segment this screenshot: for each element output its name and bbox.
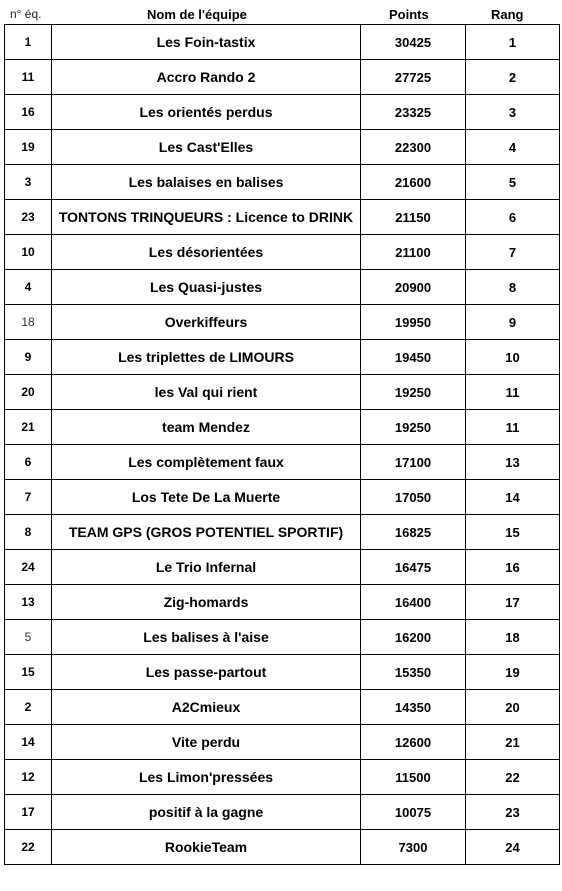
team-name-cell <box>52 795 361 830</box>
points-cell: 19950 <box>361 305 466 340</box>
team-name-cell <box>52 200 361 235</box>
rank-cell: 19 <box>466 655 560 690</box>
points-cell: 16400 <box>361 585 466 620</box>
team-name: Overkiffeurs <box>164 314 248 330</box>
table-row <box>5 340 560 375</box>
team-name-cell <box>52 655 361 690</box>
table-row <box>5 375 560 410</box>
rank-cell: 20 <box>466 690 560 725</box>
team-name-cell <box>52 25 361 60</box>
table-row <box>5 60 560 95</box>
team-name-cell <box>52 480 361 515</box>
team-name: Les triplettes de LIMOURS <box>118 349 294 365</box>
header-rank: Rang <box>491 7 524 22</box>
points-cell: 19250 <box>361 375 466 410</box>
rank-cell: 16 <box>466 550 560 585</box>
header-points: Points <box>389 7 429 22</box>
team-name: Le Trio Infernal <box>155 559 257 575</box>
rank-cell: 5 <box>466 165 560 200</box>
team-name: Les Foin-tastix <box>156 34 256 50</box>
team-name-cell <box>52 375 361 410</box>
rank-cell: 10 <box>466 340 560 375</box>
table-row <box>5 480 560 515</box>
rank-cell: 24 <box>466 830 560 865</box>
table-row <box>5 725 560 760</box>
points-cell: 21100 <box>361 235 466 270</box>
team-name-cell <box>52 550 361 585</box>
table-row <box>5 830 560 865</box>
team-number-cell: 23 <box>5 200 52 235</box>
team-name: TONTONS TRINQUEURS : Licence to DRINK <box>58 209 354 225</box>
points-cell: 20900 <box>361 270 466 305</box>
team-name-cell <box>52 690 361 725</box>
points-cell: 12600 <box>361 725 466 760</box>
points-cell: 7300 <box>361 830 466 865</box>
points-cell: 16475 <box>361 550 466 585</box>
team-number-cell: 8 <box>5 515 52 550</box>
team-name-cell <box>52 725 361 760</box>
rank-cell: 23 <box>466 795 560 830</box>
team-name: Les Quasi-justes <box>149 279 263 295</box>
team-name-cell <box>52 95 361 130</box>
team-name: RookieTeam <box>164 839 248 855</box>
team-name-cell <box>52 60 361 95</box>
team-name-cell <box>52 585 361 620</box>
team-name-cell <box>52 830 361 865</box>
points-cell: 19250 <box>361 410 466 445</box>
table-row <box>5 410 560 445</box>
team-number-cell: 3 <box>5 165 52 200</box>
team-number-cell: 15 <box>5 655 52 690</box>
team-number-cell: 17 <box>5 795 52 830</box>
team-name-cell <box>52 270 361 305</box>
team-name: Les passe-partout <box>145 664 267 680</box>
team-number-cell: 6 <box>5 445 52 480</box>
points-cell: 11500 <box>361 760 466 795</box>
team-number-cell: 4 <box>5 270 52 305</box>
rank-cell: 11 <box>466 410 560 445</box>
table-row <box>5 270 560 305</box>
team-number-cell: 24 <box>5 550 52 585</box>
rank-cell: 22 <box>466 760 560 795</box>
team-name-cell <box>52 760 361 795</box>
table-row <box>5 795 560 830</box>
team-number-cell: 5 <box>5 620 52 655</box>
table-row <box>5 690 560 725</box>
rank-cell: 6 <box>466 200 560 235</box>
rank-cell: 11 <box>466 375 560 410</box>
table-row <box>5 655 560 690</box>
team-name: Zig-homards <box>163 594 249 610</box>
rank-cell: 8 <box>466 270 560 305</box>
points-cell: 15350 <box>361 655 466 690</box>
team-number-cell: 2 <box>5 690 52 725</box>
team-number-cell: 20 <box>5 375 52 410</box>
table-row <box>5 515 560 550</box>
team-name: Les balises à l'aise <box>143 629 269 645</box>
team-name-cell <box>52 515 361 550</box>
team-name-cell <box>52 165 361 200</box>
points-cell: 16200 <box>361 620 466 655</box>
header-team-name: Nom de l'équipe <box>147 7 247 22</box>
ranking-table-body <box>5 25 560 865</box>
team-number-cell: 10 <box>5 235 52 270</box>
points-cell: 21600 <box>361 165 466 200</box>
rank-cell: 17 <box>466 585 560 620</box>
team-name: positif à la gagne <box>148 804 264 820</box>
team-number-cell: 13 <box>5 585 52 620</box>
team-number-cell: 1 <box>5 25 52 60</box>
team-name-cell <box>52 620 361 655</box>
team-number-cell: 11 <box>5 60 52 95</box>
rank-cell: 18 <box>466 620 560 655</box>
team-name: Les Cast'Elles <box>158 139 254 155</box>
rank-cell: 2 <box>466 60 560 95</box>
points-cell: 27725 <box>361 60 466 95</box>
table-row <box>5 130 560 165</box>
team-name: Les orientés perdus <box>139 104 273 120</box>
points-cell: 16825 <box>361 515 466 550</box>
table-row <box>5 235 560 270</box>
table-row <box>5 620 560 655</box>
rank-cell: 9 <box>466 305 560 340</box>
team-number-cell: 16 <box>5 95 52 130</box>
table-row <box>5 95 560 130</box>
points-cell: 23325 <box>361 95 466 130</box>
team-name: team Mendez <box>162 419 250 435</box>
rank-cell: 13 <box>466 445 560 480</box>
table-row <box>5 165 560 200</box>
table-row <box>5 550 560 585</box>
table-row <box>5 25 560 60</box>
team-name-cell <box>52 130 361 165</box>
team-name: Les Limon'pressées <box>138 769 274 785</box>
team-name: A2Cmieux <box>171 699 241 715</box>
rank-cell: 3 <box>466 95 560 130</box>
rank-cell: 4 <box>466 130 560 165</box>
points-cell: 19450 <box>361 340 466 375</box>
team-name-cell <box>52 235 361 270</box>
team-name: Los Tete De La Muerte <box>131 489 281 505</box>
team-number-cell: 18 <box>5 305 52 340</box>
points-cell: 22300 <box>361 130 466 165</box>
rank-cell: 14 <box>466 480 560 515</box>
team-name: Les balaises en balises <box>128 174 284 190</box>
table-header <box>0 0 562 24</box>
team-name: Les complètement faux <box>128 454 284 470</box>
points-cell: 21150 <box>361 200 466 235</box>
team-number-cell: 12 <box>5 760 52 795</box>
rank-cell: 7 <box>466 235 560 270</box>
rank-cell: 1 <box>466 25 560 60</box>
table-row <box>5 585 560 620</box>
team-name: les Val qui rient <box>154 384 258 400</box>
team-name-cell <box>52 305 361 340</box>
team-number-cell: 19 <box>5 130 52 165</box>
team-number-cell: 21 <box>5 410 52 445</box>
team-number-cell: 9 <box>5 340 52 375</box>
points-cell: 17100 <box>361 445 466 480</box>
table-row <box>5 305 560 340</box>
points-cell: 17050 <box>361 480 466 515</box>
team-name: Vite perdu <box>171 734 241 750</box>
rank-cell: 21 <box>466 725 560 760</box>
header-team-number: n° éq. <box>10 7 42 21</box>
points-cell: 14350 <box>361 690 466 725</box>
team-name-cell <box>52 340 361 375</box>
points-cell: 10075 <box>361 795 466 830</box>
team-name: Les désorientées <box>148 244 264 260</box>
team-number-cell: 7 <box>5 480 52 515</box>
table-row <box>5 760 560 795</box>
ranking-table <box>4 24 560 865</box>
table-row <box>5 200 560 235</box>
rank-cell: 15 <box>466 515 560 550</box>
team-number-cell: 14 <box>5 725 52 760</box>
team-name: TEAM GPS (GROS POTENTIEL SPORTIF) <box>68 524 344 540</box>
team-name-cell <box>52 410 361 445</box>
team-name-cell <box>52 445 361 480</box>
team-number-cell: 22 <box>5 830 52 865</box>
table-row <box>5 445 560 480</box>
points-cell: 30425 <box>361 25 466 60</box>
team-name: Accro Rando 2 <box>156 69 256 85</box>
